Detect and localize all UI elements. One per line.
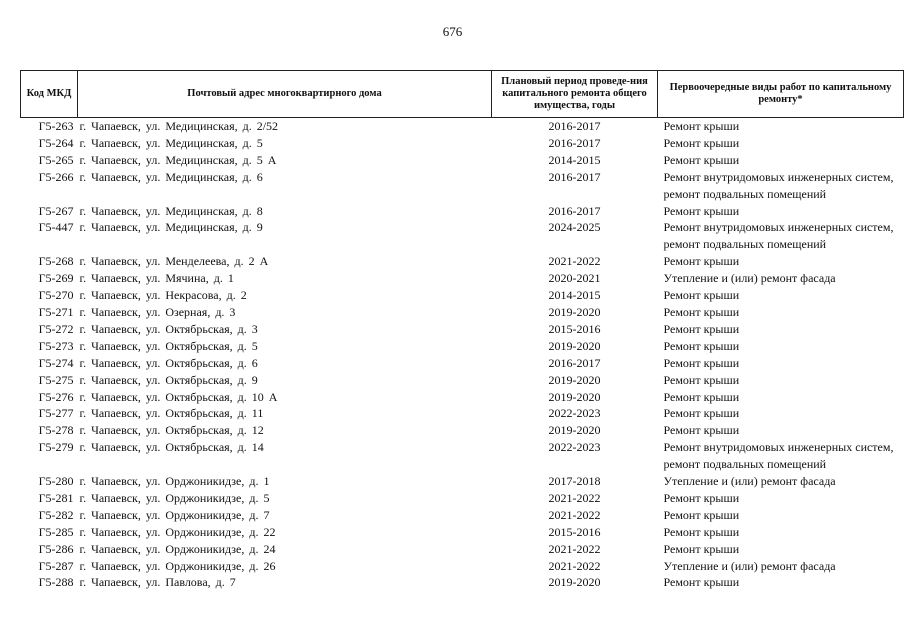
- row-period: 2019-2020: [548, 575, 601, 590]
- row-code: Г5-286: [38, 541, 74, 556]
- row-address: г. Чапаевск, ул. Менделеева, д. 2 А: [79, 254, 269, 269]
- row-works: Ремонт крыши: [663, 372, 740, 387]
- row-works: Ремонт крыши: [663, 135, 740, 150]
- row-works: Ремонт внутридомовых инженерных систем, ремонт подвальных помещений: [663, 169, 894, 201]
- row-works: Ремонт крыши: [663, 541, 740, 556]
- row-address: г. Чапаевск, ул. Орджоникидзе, д. 1: [79, 474, 270, 489]
- row-address: г. Чапаевск, ул. Медицинская, д. 8: [79, 203, 263, 218]
- table-row: [21, 541, 904, 558]
- row-address: г. Чапаевск, ул. Медицинская, д. 9: [79, 220, 263, 235]
- row-period: 2019-2020: [548, 389, 601, 404]
- row-address: г. Чапаевск, ул. Октябрьская, д. 10 А: [79, 389, 278, 404]
- table-row: [21, 219, 904, 253]
- row-period: 2022-2023: [548, 406, 601, 421]
- row-code: Г5-268: [38, 254, 74, 269]
- row-address: г. Чапаевск, ул. Медицинская, д. 6: [79, 169, 263, 184]
- table-row: [21, 287, 904, 304]
- table-row: [21, 372, 904, 389]
- table-row: [21, 118, 904, 135]
- row-code: Г5-265: [38, 152, 74, 167]
- row-works: Ремонт крыши: [663, 575, 740, 590]
- table-row: [21, 389, 904, 406]
- row-code: Г5-274: [38, 355, 74, 370]
- row-period: 2014-2015: [548, 288, 601, 303]
- row-works: Ремонт крыши: [663, 119, 740, 133]
- row-period: 2019-2020: [548, 423, 601, 438]
- row-period: 2022-2023: [548, 440, 601, 455]
- row-period: 2021-2022: [548, 254, 601, 269]
- row-code: Г5-266: [38, 169, 74, 184]
- row-address: г. Чапаевск, ул. Орджоникидзе, д. 26: [79, 558, 276, 573]
- table-header: [21, 71, 904, 118]
- row-works: Ремонт внутридомовых инженерных систем, ремонт подвальных помещений: [663, 440, 894, 472]
- header-works: Первоочередные виды работ по капитальному ремонту*: [658, 71, 904, 118]
- row-period: 2019-2020: [548, 338, 601, 353]
- row-address: г. Чапаевск, ул. Орджоникидзе, д. 24: [79, 541, 276, 556]
- row-address: г. Чапаевск, ул. Павлова, д. 7: [79, 575, 236, 590]
- table-row: [21, 169, 904, 203]
- header-period: Плановый период проведе-ния капитального ремонта общего имущества, годы: [492, 71, 658, 118]
- table-row: [21, 473, 904, 490]
- row-period: 2021-2022: [548, 490, 601, 505]
- table-row: [21, 338, 904, 355]
- row-period: 2015-2016: [548, 524, 601, 539]
- table-row: [21, 321, 904, 338]
- row-address: г. Чапаевск, ул. Орджоникидзе, д. 5: [79, 490, 270, 505]
- page-number: 676: [442, 24, 463, 39]
- row-works: Ремонт крыши: [663, 203, 740, 218]
- row-works: Ремонт крыши: [663, 389, 740, 404]
- row-period: 2017-2018: [548, 474, 601, 489]
- row-address: г. Чапаевск, ул. Октябрьская, д. 12: [79, 423, 264, 438]
- table-row: [21, 507, 904, 524]
- row-works: Ремонт крыши: [663, 490, 740, 505]
- row-address: г. Чапаевск, ул. Октябрьская, д. 5: [79, 338, 258, 353]
- row-address: г. Чапаевск, ул. Медицинская, д. 2/52: [79, 119, 279, 133]
- header-code: Код МКД: [21, 71, 78, 118]
- row-period: 2021-2022: [548, 507, 601, 522]
- row-works: Ремонт крыши: [663, 507, 740, 522]
- header-address: Почтовый адрес многоквартирного дома: [78, 71, 492, 118]
- row-address: г. Чапаевск, ул. Некрасова, д. 2: [79, 288, 247, 303]
- row-code: Г5-285: [38, 524, 74, 539]
- row-period: 2019-2020: [548, 304, 601, 319]
- row-address: г. Чапаевск, ул. Медицинская, д. 5 А: [79, 152, 277, 167]
- row-address: г. Чапаевск, ул. Октябрьская, д. 3: [79, 321, 258, 336]
- row-code: Г5-272: [38, 321, 74, 336]
- row-works: Ремонт крыши: [663, 321, 740, 336]
- row-works: Ремонт крыши: [663, 254, 740, 269]
- table-row: [21, 422, 904, 439]
- table-row: [21, 574, 904, 591]
- row-works: Ремонт внутридомовых инженерных систем, ремонт подвальных помещений: [663, 220, 894, 252]
- row-period: 2021-2022: [548, 541, 601, 556]
- table-row: [21, 490, 904, 507]
- row-period: 2020-2021: [548, 271, 601, 286]
- row-code: Г5-270: [38, 288, 74, 303]
- row-code: Г5-277: [38, 406, 74, 421]
- row-works: Ремонт крыши: [663, 288, 740, 303]
- row-period: 2021-2022: [548, 558, 601, 573]
- row-address: г. Чапаевск, ул. Медицинская, д. 5: [79, 135, 263, 150]
- row-period: 2016-2017: [548, 119, 601, 133]
- row-code: Г5-273: [38, 338, 74, 353]
- row-works: Ремонт крыши: [663, 524, 740, 539]
- row-code: Г5-447: [38, 220, 74, 235]
- row-address: г. Чапаевск, ул. Орджоникидзе, д. 7: [79, 507, 270, 522]
- row-code: Г5-279: [38, 440, 74, 455]
- row-works: Утепление и (или) ремонт фасада: [663, 474, 836, 489]
- row-address: г. Чапаевск, ул. Орджоникидзе, д. 22: [79, 524, 276, 539]
- row-works: Утепление и (или) ремонт фасада: [663, 271, 836, 286]
- capital-repair-table: [20, 70, 904, 591]
- row-period: 2015-2016: [548, 321, 601, 336]
- row-code: Г5-267: [38, 203, 74, 218]
- table-row: [21, 135, 904, 152]
- row-works: Ремонт крыши: [663, 355, 740, 370]
- row-address: г. Чапаевск, ул. Озерная, д. 3: [79, 304, 236, 319]
- row-code: Г5-288: [38, 575, 74, 590]
- row-period: 2016-2017: [548, 203, 601, 218]
- row-works: Ремонт крыши: [663, 423, 740, 438]
- row-works: Ремонт крыши: [663, 152, 740, 167]
- row-works: Утепление и (или) ремонт фасада: [663, 558, 836, 573]
- table-row: [21, 253, 904, 270]
- table-row: [21, 270, 904, 287]
- row-code: Г5-282: [38, 507, 74, 522]
- row-code: Г5-276: [38, 389, 74, 404]
- row-works: Ремонт крыши: [663, 338, 740, 353]
- row-address: г. Чапаевск, ул. Мячина, д. 1: [79, 271, 234, 286]
- row-code: Г5-271: [38, 304, 74, 319]
- row-code: Г5-275: [38, 372, 74, 387]
- row-period: 2024-2025: [548, 220, 601, 235]
- row-code: Г5-269: [38, 271, 74, 286]
- table-body: [21, 118, 904, 592]
- row-works: Ремонт крыши: [663, 406, 740, 421]
- row-period: 2014-2015: [548, 152, 601, 167]
- table-row: [21, 203, 904, 220]
- table-row: [21, 304, 904, 321]
- row-address: г. Чапаевск, ул. Октябрьская, д. 11: [79, 406, 264, 421]
- table-row: [21, 558, 904, 575]
- row-period: 2016-2017: [548, 355, 601, 370]
- row-code: Г5-281: [38, 490, 74, 505]
- row-address: г. Чапаевск, ул. Октябрьская, д. 14: [79, 440, 264, 455]
- row-works: Ремонт крыши: [663, 304, 740, 319]
- row-period: 2016-2017: [548, 135, 601, 150]
- table-row: [21, 405, 904, 422]
- row-code: Г5-278: [38, 423, 74, 438]
- row-period: 2016-2017: [548, 169, 601, 184]
- table-row: [21, 152, 904, 169]
- row-address: г. Чапаевск, ул. Октябрьская, д. 6: [79, 355, 258, 370]
- table-row: [21, 524, 904, 541]
- row-code: Г5-263: [38, 119, 74, 133]
- row-code: Г5-280: [38, 474, 74, 489]
- row-code: Г5-264: [38, 135, 74, 150]
- row-code: Г5-287: [38, 558, 74, 573]
- table-row: [21, 439, 904, 473]
- table-row: [21, 355, 904, 372]
- row-address: г. Чапаевск, ул. Октябрьская, д. 9: [79, 372, 258, 387]
- row-period: 2019-2020: [548, 372, 601, 387]
